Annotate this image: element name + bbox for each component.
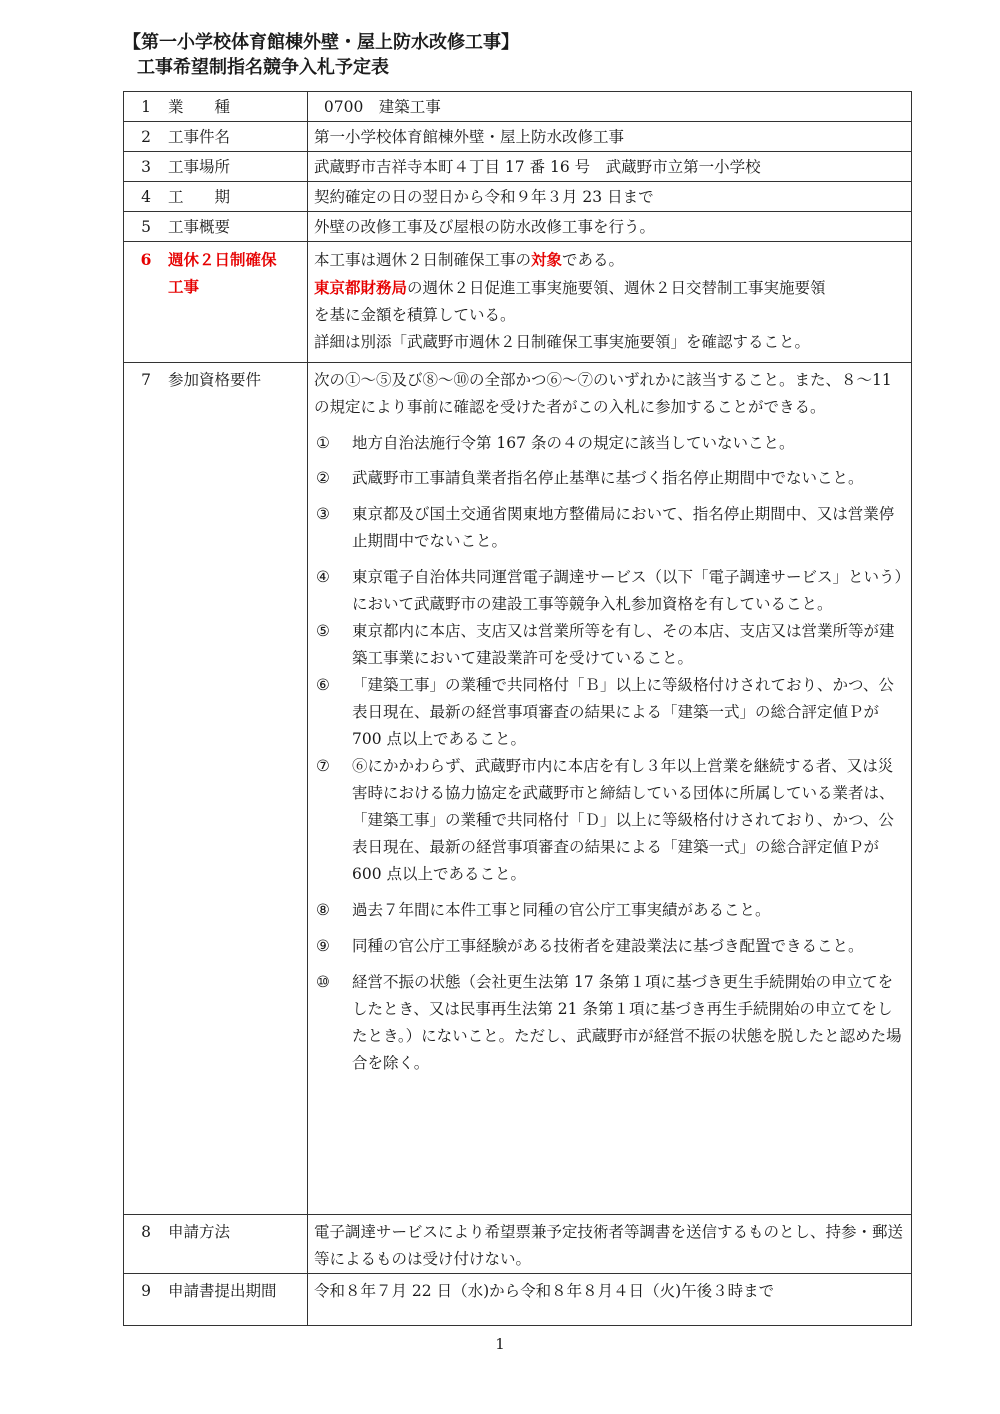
- row-number: 2: [141, 128, 151, 146]
- row-number: 5: [141, 218, 151, 236]
- list-item: [308, 618, 911, 672]
- item-marker: ①: [316, 434, 330, 452]
- list-item: [308, 897, 911, 924]
- project-name-value: 第一小学校体育館棟外壁・屋上防水改修工事: [314, 128, 625, 146]
- list-item: [308, 969, 911, 1077]
- table-row: [124, 1215, 912, 1274]
- item-marker: ④: [316, 568, 330, 586]
- row-label: 工事件名: [168, 128, 231, 146]
- row-value: [308, 92, 911, 118]
- document-header: [123, 30, 519, 80]
- list-item: [308, 501, 911, 555]
- highlight-text: 対象: [531, 250, 563, 269]
- item-text: 武蔵野市工事請負業者指名停止基準に基づく指名停止期間中でないこと。: [352, 469, 864, 487]
- description-line: を基に金額を積算している。: [314, 306, 516, 324]
- item-text: 同種の官公庁工事経験がある技術者を建設業法に基づき配置できること。: [352, 937, 864, 955]
- item-text: 東京電子自治体共同運営電子調達サービス（以下「電子調達サービス」という）において武蔵野市の建設工事等競争入札参加資格を有していること。: [352, 568, 903, 613]
- row-label: 業 種: [168, 98, 231, 116]
- location-value: 武蔵野市吉祥寺本町４丁目 17 番 16 号 武蔵野市立第一小学校: [314, 158, 761, 176]
- item-marker: ⑦: [316, 757, 330, 775]
- item-marker: ⑩: [316, 973, 330, 991]
- period-value: 契約確定の日の翌日から令和９年３月 23 日まで: [314, 188, 654, 206]
- item-text: ⑥にかかわらず、武蔵野市内に本店を有し３年以上営業を継続する者、又は災害時における協力協定を武蔵野市と締結している団体に所属している業者は、「建築工事」の業種で共同格付「Ｄ」以上に等級格付けされており、かつ、公表日現在、最新の経営事項審査の結果による「建築一式」の総合評定値Ｐが 600 点以上であること。: [352, 757, 895, 883]
- text-segment: の週休２日促進工事実施要領、週休２日交替制工事実施要領: [407, 279, 826, 297]
- table-row: [124, 363, 912, 1215]
- row-label: 工 期: [168, 188, 231, 206]
- row-number: 1: [141, 98, 151, 116]
- item-marker: ⑨: [316, 937, 330, 955]
- submission-period-value: 令和８年７月 22 日（水)から令和８年８月４日（火)午後３時まで: [314, 1282, 775, 1300]
- item-marker: ②: [316, 469, 330, 487]
- list-item: [308, 933, 911, 960]
- text-segment: 本工事は週休２日制確保工事の: [314, 251, 532, 269]
- row-label-line: 工事: [168, 277, 200, 296]
- list-item: [308, 753, 911, 888]
- overview-value: 外壁の改修工事及び屋根の防水改修工事を行う。: [314, 218, 656, 236]
- item-text: 東京都及び国土交通省関東地方整備局において、指名停止期間中、又は営業停止期間中でないこと。: [352, 505, 895, 550]
- document-subtitle: 工事希望制指名競争入札予定表: [137, 57, 389, 78]
- row-number: 9: [141, 1282, 151, 1300]
- document-title: 【第一小学校体育館棟外壁・屋上防水改修工事】: [123, 32, 519, 53]
- row-label: 申請書提出期間: [168, 1282, 277, 1300]
- page-number: 1: [495, 1335, 505, 1353]
- row-number: 6: [140, 250, 152, 269]
- row-label-line: 週休２日制確保: [168, 250, 277, 269]
- industry-value: 0700 建築工事: [323, 98, 441, 116]
- list-item: [308, 564, 911, 618]
- table-row: [124, 152, 912, 182]
- row-label: 申請方法: [168, 1223, 231, 1241]
- table-row: [124, 242, 912, 363]
- description-line: 詳細は別添「武蔵野市週休２日制確保工事実施要領」を確認すること。: [314, 333, 811, 351]
- item-marker: ⑥: [316, 676, 330, 694]
- table-row: [124, 92, 912, 122]
- row-number: 7: [141, 371, 151, 389]
- item-text: 地方自治法施行令第 167 条の４の規定に該当していないこと。: [352, 434, 795, 452]
- row-label: 工事概要: [168, 218, 231, 236]
- item-text: 東京都内に本店、支店又は営業所等を有し、その本店、支店又は営業所等が建築工事業において建設業許可を受けていること。: [352, 622, 895, 667]
- item-marker: ⑧: [316, 901, 330, 919]
- row-number: 3: [141, 158, 151, 176]
- text-segment: である。: [562, 251, 625, 269]
- work-week-description: [308, 242, 911, 356]
- row-number: 8: [141, 1223, 151, 1241]
- list-item: [308, 672, 911, 753]
- row-number: 4: [141, 188, 151, 206]
- row-label: [168, 246, 307, 300]
- table-row: [124, 182, 912, 212]
- item-text: 「建築工事」の業種で共同格付「Ｂ」以上に等級格付けされており、かつ、公表日現在、最新の経営事項審査の結果による「建築一式」の総合評定値Ｐが 700 点以上であること。: [352, 676, 894, 748]
- table-row: [124, 1274, 912, 1326]
- item-text: 経営不振の状態（会社更生法第 17 条第１項に基づき更生手続開始の申立てをしたとき、又は民事再生法第 21 条第１項に基づき再生手続開始の申立てをしたとき。）にないこと。ただし、武蔵野市が経営不振の状態を脱したと認めた場合を除く。: [352, 973, 902, 1072]
- row-label: 参加資格要件: [168, 371, 262, 389]
- item-marker: ③: [316, 505, 330, 523]
- description-line: [314, 274, 905, 302]
- row-label: 工事場所: [168, 158, 231, 176]
- application-method-value: 電子調達サービスにより希望票兼予定技術者等調書を送信するものとし、持参・郵送等によるものは受け付けない。: [314, 1223, 904, 1268]
- list-item: [308, 465, 911, 492]
- table-row: [124, 212, 912, 242]
- description-line: [314, 246, 905, 274]
- item-text: 過去７年間に本件工事と同種の官公庁工事実績があること。: [352, 901, 771, 919]
- item-marker: ⑤: [316, 622, 330, 640]
- table-row: [124, 122, 912, 152]
- qualification-intro: 次の①～⑤及び⑧～⑩の全部かつ⑥～⑦のいずれかに該当すること。また、８～11 の規定により事前に確認を受けた者がこの入札に参加することができる。: [314, 371, 892, 416]
- list-item: [308, 430, 911, 457]
- tender-schedule-table: [123, 91, 912, 1326]
- highlight-text: 東京都財務局: [314, 278, 408, 297]
